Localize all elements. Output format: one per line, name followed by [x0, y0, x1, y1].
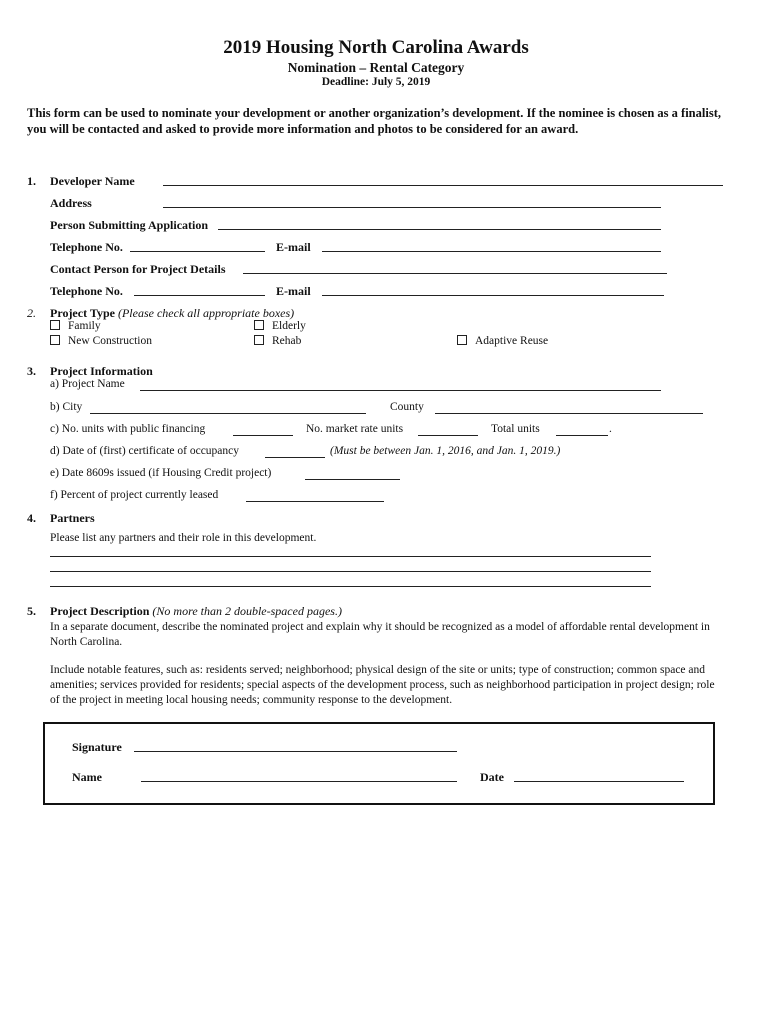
- email-1-field[interactable]: [322, 251, 661, 252]
- developer-name-label: Developer Name: [50, 174, 135, 188]
- description-paragraph-2: Include notable features, such as: residents served; neighborhood; physical design of the site or units; type of construction; common space and amenities; services provided for residents; special aspects of the development process, such as neighborhood participation in project design; role of the project in meeting local housing needs; community response to the development.: [50, 664, 715, 706]
- partners-heading: Partners: [50, 511, 95, 525]
- checkbox-icon: [50, 335, 60, 345]
- form-subtitle: Nomination – Rental Category: [287, 60, 465, 75]
- date-label: Date: [480, 770, 504, 784]
- contact-person-field[interactable]: [243, 273, 667, 274]
- date-8609s-field[interactable]: [305, 479, 400, 480]
- date-8609s-label: e) Date 8609s issued (if Housing Credit project): [50, 467, 272, 479]
- project-type-instruction: (Please check all appropriate boxes): [117, 306, 295, 320]
- name-label: Name: [72, 770, 102, 784]
- checkbox-icon: [457, 335, 467, 345]
- project-name-label: a) Project Name: [50, 378, 125, 390]
- checkbox-icon: [254, 320, 264, 330]
- project-information-heading: Project Information: [50, 364, 153, 378]
- project-name-field[interactable]: [140, 390, 661, 391]
- checkbox-rehab[interactable]: [254, 335, 301, 347]
- market-rate-field[interactable]: [418, 435, 478, 436]
- percent-leased-label: f) Percent of project currently leased: [50, 489, 219, 501]
- market-rate-label: No. market rate units: [306, 423, 404, 435]
- public-financing-label: c) No. units with public financing: [50, 423, 206, 435]
- checkbox-icon: [50, 320, 60, 330]
- email-2-field[interactable]: [322, 295, 664, 296]
- address-label: Address: [50, 196, 92, 210]
- adaptive-reuse-label: Adaptive Reuse: [475, 335, 549, 347]
- partners-line-2[interactable]: [50, 571, 651, 572]
- partners-line-1[interactable]: [50, 556, 651, 557]
- contact-person-label: Contact Person for Project Details: [50, 262, 226, 276]
- total-units-label: Total units: [491, 423, 540, 435]
- section-3-number: 3.: [27, 364, 36, 378]
- percent-leased-field[interactable]: [246, 501, 384, 502]
- deadline: Deadline: July 5, 2019: [321, 76, 431, 88]
- new-construction-label: New Construction: [68, 335, 153, 347]
- city-label: b) City: [50, 401, 83, 413]
- certificate-occupancy-field[interactable]: [265, 457, 325, 458]
- checkbox-family[interactable]: [50, 320, 101, 332]
- partners-instruction: Please list any partners and their role in this development.: [50, 532, 317, 544]
- person-submitting-label: Person Submitting Application: [50, 218, 209, 232]
- date-field[interactable]: [514, 781, 684, 782]
- description-paragraph-1: In a separate document, describe the nominated project and explain why it should be recognized as a model of affordable rental development in North Carolina.: [50, 621, 710, 648]
- telephone-2-field[interactable]: [134, 295, 265, 296]
- section-2-number: 2.: [27, 306, 36, 320]
- developer-name-field[interactable]: [163, 185, 723, 186]
- name-field[interactable]: [141, 781, 457, 782]
- total-units-field[interactable]: [556, 435, 608, 436]
- county-field[interactable]: [435, 413, 703, 414]
- checkbox-adaptive-reuse[interactable]: [457, 335, 548, 347]
- checkbox-elderly[interactable]: [254, 320, 306, 332]
- elderly-label: Elderly: [272, 320, 306, 332]
- project-type-heading: [50, 306, 294, 321]
- address-field[interactable]: [163, 207, 661, 208]
- rehab-label: Rehab: [272, 335, 302, 347]
- section-1-number: 1.: [27, 174, 36, 188]
- checkbox-new-construction[interactable]: [50, 335, 152, 347]
- project-description-title: Project Description: [50, 604, 150, 618]
- public-financing-field[interactable]: [233, 435, 293, 436]
- form-title: 2019 Housing North Carolina Awards: [223, 37, 529, 58]
- telephone-1-label: Telephone No.: [50, 240, 123, 254]
- email-2-label: E-mail: [276, 284, 311, 298]
- section-5-number: 5.: [27, 604, 36, 618]
- certificate-occupancy-label: d) Date of (first) certificate of occupancy: [50, 445, 240, 457]
- project-description-heading: [50, 604, 342, 619]
- telephone-2-label: Telephone No.: [50, 284, 123, 298]
- project-type-title: Project Type: [50, 306, 115, 320]
- intro-text: This form can be used to nominate your development or another organization’s development. If the nominee is chosen as a finalist, you will be contacted and asked to provide more information and photos to be considered for an award.: [27, 106, 721, 136]
- person-submitting-field[interactable]: [218, 229, 661, 230]
- occupancy-date-note: (Must be between Jan. 1, 2016, and Jan. 1, 2019.): [330, 445, 561, 457]
- signature-box: [43, 722, 715, 805]
- section-4-number: 4.: [27, 511, 36, 525]
- project-description-note: (No more than 2 double-spaced pages.): [152, 604, 342, 618]
- partners-line-3[interactable]: [50, 586, 651, 587]
- checkbox-icon: [254, 335, 264, 345]
- signature-label: Signature: [72, 740, 122, 754]
- city-field[interactable]: [90, 413, 366, 414]
- telephone-1-field[interactable]: [130, 251, 265, 252]
- family-label: Family: [68, 320, 101, 332]
- total-units-period: .: [609, 423, 612, 435]
- email-1-label: E-mail: [276, 240, 311, 254]
- county-label: County: [390, 401, 424, 413]
- signature-field[interactable]: [134, 751, 457, 752]
